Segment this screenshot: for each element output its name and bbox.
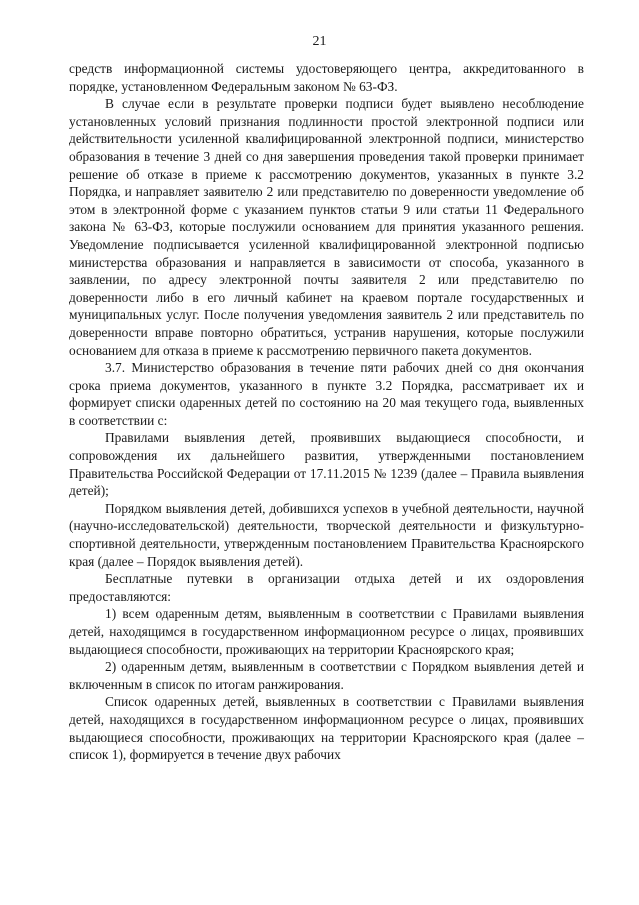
paragraph-free-vouchers: Бесплатные путевки в организации отдыха детей и их оздоровления предоставляются:: [69, 571, 584, 604]
document-body: [69, 60, 584, 764]
paragraph-order-detection: Порядком выявления детей, добившихся успехов в учебной деятельности, научной (научно-исследовательской) деятельности, творческой деятельности и физкультурно-спортивной деятельности, утвержденным постановлением Правительства Красноярского края (далее – Порядок выявления детей).: [69, 500, 584, 569]
page-number: 21: [312, 34, 327, 49]
paragraph-item-2: 2) одаренным детям, выявленным в соответствии с Порядком выявления детей и включенным в список по итогам ранжирования.: [69, 659, 584, 692]
paragraph-list-1: Список одаренных детей, выявленных в соответствии с Правилами выявления детей, находящихся в государственном информационном ресурсе о лицах, проявивших выдающиеся способности, проживающих на территории Красноярского края (далее – список 1), формируется в течение двух рабочих: [69, 694, 584, 763]
paragraph-rules-detection: Правилами выявления детей, проявивших выдающиеся способности, и сопровождения их дальнейшего развития, утвержденными постановлением Правительства Российской Федерации от 17.11.2015 № 1239 (далее – Правила выявления детей);: [69, 430, 584, 499]
paragraph-item-1: 1) всем одаренным детям, выявленным в соответствии с Правилами выявления детей, находящимся в государственном информационном ресурсе о лицах, проявивших выдающиеся способности, проживающих на территории Красноярского края;: [69, 606, 584, 657]
paragraph-continuation: средств информационной системы удостоверяющего центра, аккредитованного в порядке, установленном Федеральным законом № 63-ФЗ.: [69, 61, 584, 94]
paragraph-3-7: 3.7. Министерство образования в течение пяти рабочих дней со дня окончания срока приема документов, указанного в пункте 3.2 Порядка, рассматривает их и формирует списки одаренных детей по состоянию на 20 мая текущего года, выявленных в соответствии с:: [69, 360, 584, 428]
paragraph-signature-check: В случае если в результате проверки подписи будет выявлено несоблюдение установленных условий признания подлинности простой электронной подписи или действительности усиленной квалифицированной электронной подписи, министерство образования в течение 3 дней со дня завершения проведения такой проверки принимает решение об отказе в приеме к рассмотрению документов, указанных в пункте 3.2 Порядка, и направляет заявителю 2 или представителю по доверенности уведомление об этом в электронной форме с указанием пунктов статьи 9 или статьи 11 Федерального закона № 63-ФЗ, которые послужили основанием для принятия указанного решения. Уведомление подписывается усиленной квалифицированной электронной подписью министерства образования и направляется в зависимости от способа, указанного в заявлении, по адресу электронной почты заявителя 2 или представителю по доверенности либо в его личный кабинет на краевом портале государственных и муниципальных услуг. После получения уведомления заявитель 2 или представитель по доверенности вправе повторно обратиться, устранив нарушения, которые послужили основанием для отказа в приеме к рассмотрению первичного пакета документов.: [69, 96, 584, 358]
